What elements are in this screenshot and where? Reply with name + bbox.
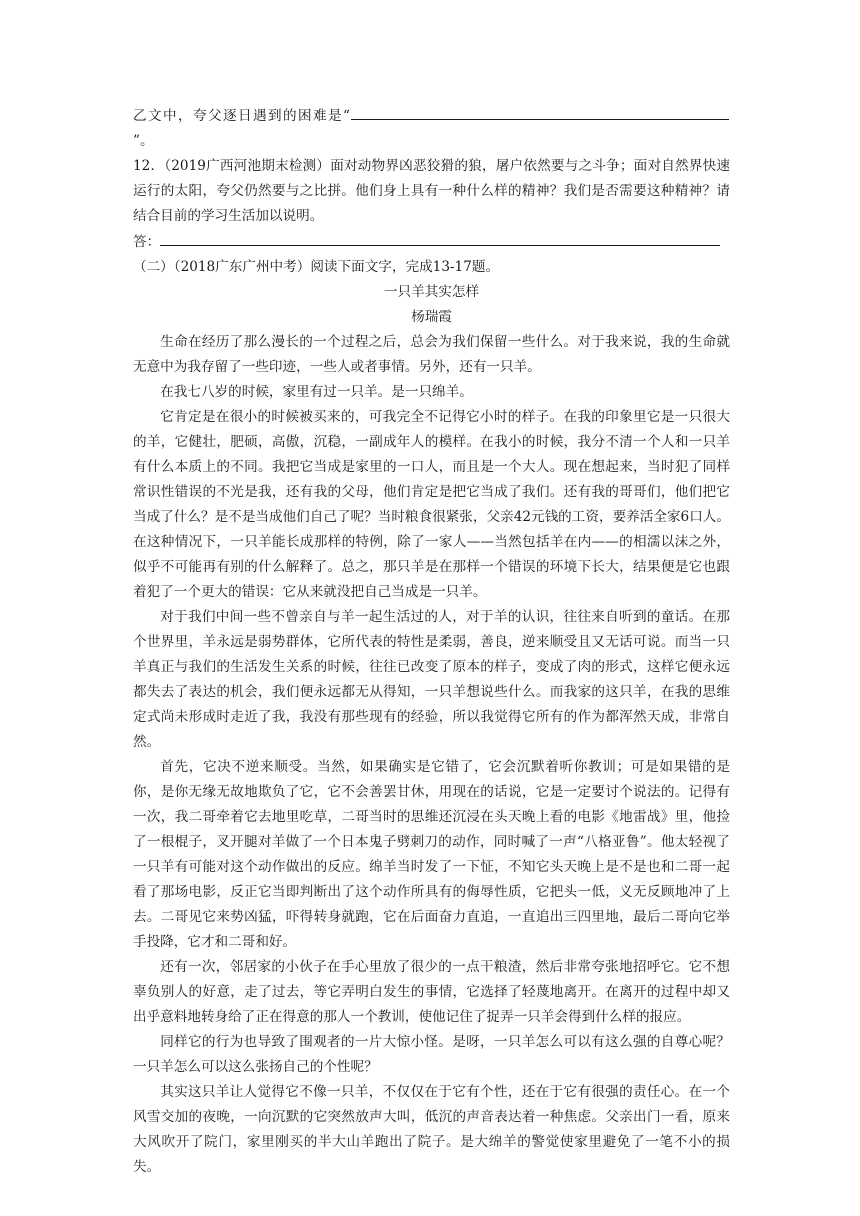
answer-label: 答： xyxy=(133,234,161,250)
paragraph: 它肯定是在很小的时候被买来的，可我完全不记得它小时的样子。在我的印象里它是一只很大的羊，它健壮，肥硕，高傲，沉稳，一副成年人的模样。在我小的时候，我分不清一个人和一只羊有什么本质上的不同。我把它当成是家里的一口人，而且是一个大人。现在想起来，当时犯了同样常识性错误的不光是我，还有我的父母，他们肯定是把它当成了我们。还有我的哥哥们，他们把它当成了什么？是不是当成他们自己了呢？当时粮食很紧张，父亲42元钱的工资，要养活全家6口人。在这种情况下，一只羊能长成那样的特例，除了一家人——当然包括羊在内——的相濡以沫之外，似乎不可能再有别的什么解释了。总之，那只羊是在那样一个错误的环境下长大，结果便是它也跟着犯了一个更大的错误：它从来就没把自己当成是一只羊。 xyxy=(133,409,730,600)
question-11-line xyxy=(133,103,730,154)
paragraph: 其实这只羊让人觉得它不像一只羊，不仅仅在于它有个性，还在于它有很强的责任心。在一个风雪交加的夜晚，一向沉默的它突然放声大叫，低沉的声音表达着一种焦虑。父亲出门一看，原来大风吹开了院门，家里刚买的半大山羊跑出了院子。是大绵羊的警觉使家里避免了一笔不小的损失。 xyxy=(133,1084,730,1175)
question-11-prefix: 乙文中，夸父逐日遇到的困难是“ xyxy=(133,108,350,124)
article-title: 一只羊其实怎样 xyxy=(383,284,480,300)
paragraph: 对于我们中间一些不曾亲自与羊一起生活过的人，对于羊的认识，往往来自听到的童话。在那个世界里，羊永远是弱势群体，它所代表的特性是柔弱，善良，逆来顺受且又无话可说。而当一只羊真正与我们的生活发生关系的时候，往往已改变了原本的样子，变成了肉的形式，这样它便永远都失去了表达的机会，我们便永远都无从得知，一只羊想说些什么。而我家的这只羊，在我的思维定式尚未形成时走近了我，我没有那些现有的经验，所以我觉得它所有的作为都浑然天成，非常自然。 xyxy=(133,609,730,750)
paragraph: 在我七八岁的时候，家里有过一只羊。是一只绵羊。 xyxy=(160,384,473,400)
question-12: 12．（2019广西河池期末检测）面对动物界凶恶狡猾的狼，屠户依然要与之斗争；面对自然界快速运行的太阳，夸父仍然要与之比拼。他们身上具有一种什么样的精神？我们是否需要这种精神？请结合目前的学习生活加以说明。 xyxy=(133,158,730,224)
answer-line xyxy=(133,229,730,255)
answer-field[interactable] xyxy=(160,229,720,246)
question-11-suffix: ”。 xyxy=(133,133,154,149)
paragraph: 生命在经历了那么漫长的一个过程之后，总会为我们保留一些什么。对于我来说，我的生命就无意中为我存留了一些印迹，一些人或者事情。另外，还有一只羊。 xyxy=(133,334,730,375)
paragraph: 首先，它决不逆来顺受。当然，如果确实是它错了，它会沉默着听你教训；可是如果错的是你，是你无缘无故地欺负了它，它不会善罢甘休，用现在的话说，它是一定要讨个说法的。记得有一次，我二哥牵着它去地里吃草，二哥当时的思维还沉浸在头天晚上看的电影《地雷战》里，他捡了一根棍子，叉开腿对羊做了一个日本鬼子劈刺刀的动作，同时喊了一声“八格亚鲁”。他太轻视了一只羊有可能对这个动作做出的反应。绵羊当时发了一下怔，不知它头天晚上是不是也和二哥一起看了那场电影，反正它当即判断出了这个动作所具有的侮辱性质，它把头一低，义无反顾地冲了上去。二哥见它来势凶猛，吓得转身就跑，它在后面奋力直追，一直追出三四里地，最后二哥向它举手投降，它才和二哥和好。 xyxy=(133,759,730,950)
paragraph: 同样它的行为也导致了围观者的一片大惊小怪。是呀，一只羊怎么可以有这么强的自尊心呢？一只羊怎么可以这么张扬自己的个性呢？ xyxy=(133,1034,730,1075)
document-page xyxy=(133,103,730,1180)
paragraph: 还有一次，邻居家的小伙子在手心里放了很少的一点干粮渣，然后非常夸张地招呼它。它不想辜负别人的好意，走了过去，等它弄明白发生的事情，它选择了轻蔑地离开。在离开的过程中却又出乎意料地转身给了正在得意的那人一个教训，使他记住了捉弄一只羊会得到什么样的报应。 xyxy=(133,959,730,1025)
answer-blank[interactable] xyxy=(351,103,729,120)
section-intro: （二）（2018广东广州中考）阅读下面文字，完成13-17题。 xyxy=(133,259,500,275)
article-author: 杨瑞霞 xyxy=(411,309,452,325)
